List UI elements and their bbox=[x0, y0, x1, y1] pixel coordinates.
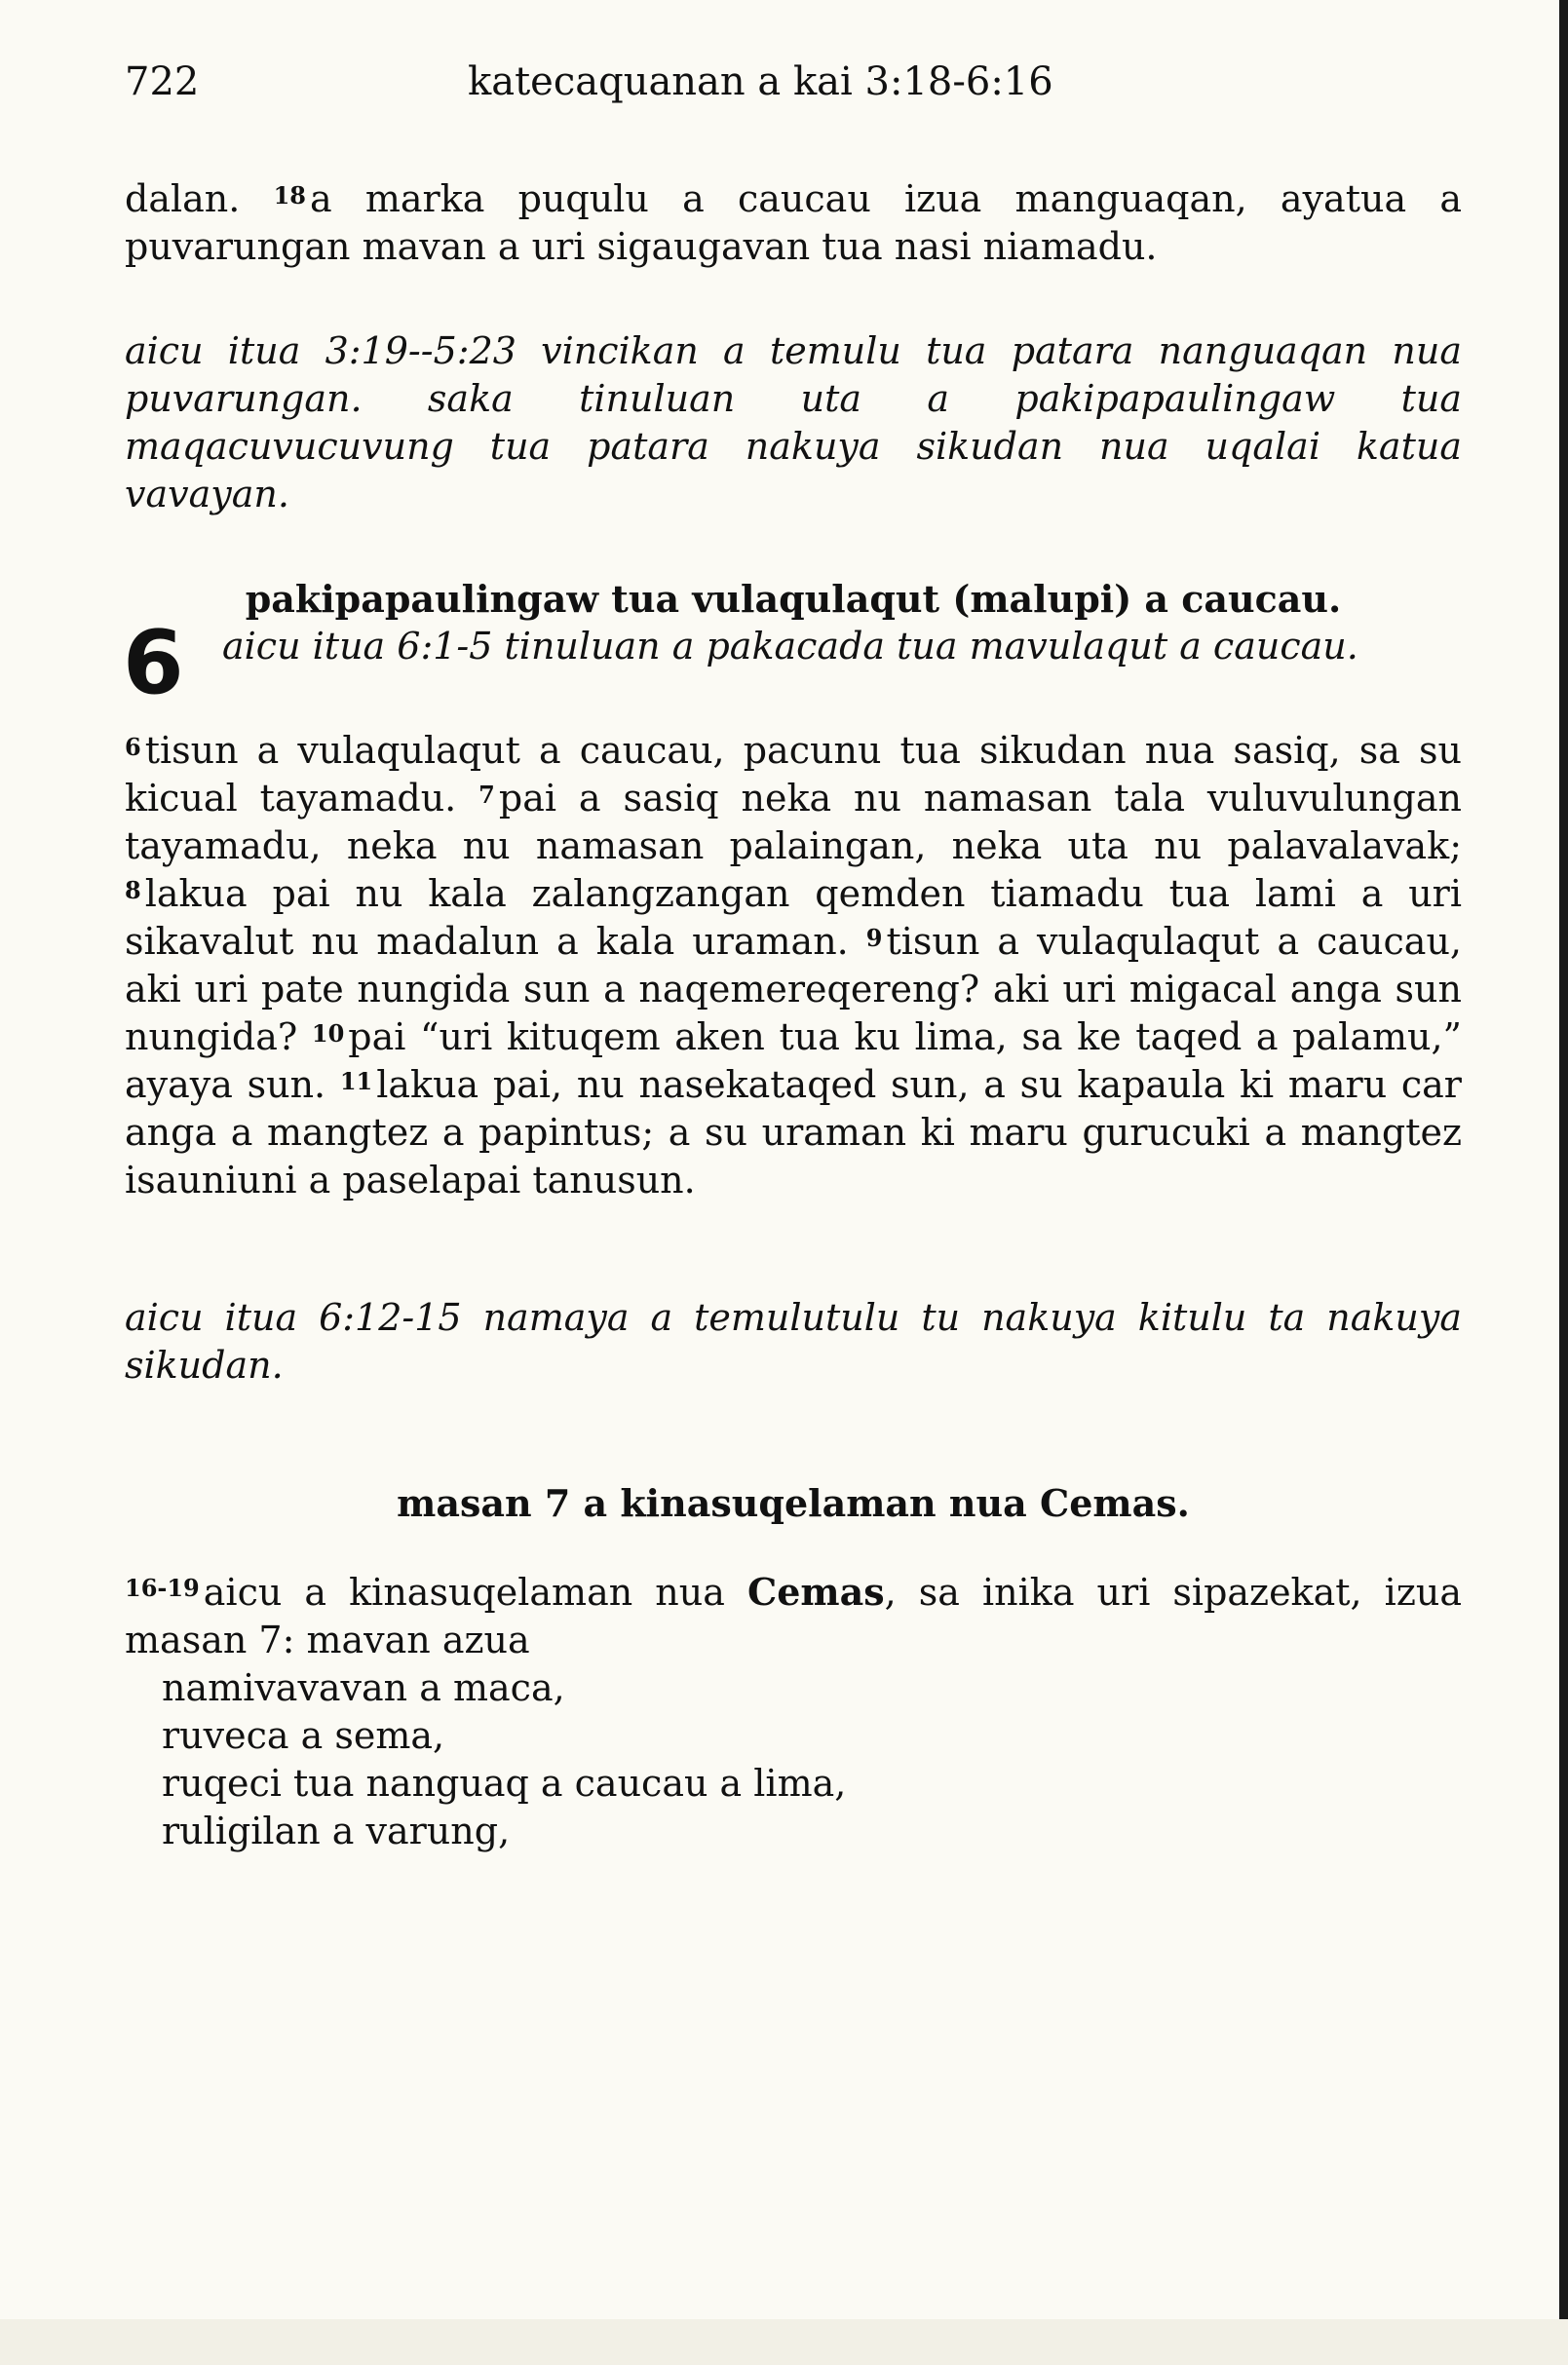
list-item: ruveca a sema, bbox=[162, 1714, 445, 1757]
page-edge-shadow bbox=[1559, 0, 1568, 2365]
verse-number: 7 bbox=[478, 781, 495, 809]
paragraph-verse-18 bbox=[125, 175, 1462, 271]
editorial-note: aicu itua 3:19--5:23 vincikan a temulu tua patara nanguaqan nua puvarungan. saka tinuluan uta a pakipapaulingaw tua maqacuvucuvung tua patara nakuya sikudan nua uqalai katua vavayan. bbox=[125, 329, 1462, 515]
verse-text: tisun a vulaqulaqut a caucau, aki uri pate nungida sun a naqemereqereng? aki uri migacal anga sun nungida? bbox=[125, 920, 1462, 1058]
verse-text: pai “uri kituqem aken tua ku lima, sa ke taqed a palamu,” ayaya sun. bbox=[125, 1015, 1462, 1106]
chapter-note: aicu itua 6:1-5 tinuluan a pakacada tua mavulaqut a caucau. bbox=[222, 625, 1358, 668]
verse-text: aicu a kinasuqelaman nua bbox=[203, 1571, 725, 1614]
list-item: namivavavan a maca, bbox=[162, 1666, 565, 1709]
chapter-number: 6 bbox=[123, 612, 184, 714]
verse-number: 6 bbox=[125, 733, 141, 761]
verse-number: 11 bbox=[339, 1067, 373, 1095]
list-item: ruligilan a varung, bbox=[162, 1810, 511, 1852]
verse-text: lakua pai, nu nasekataqed sun, a su kapaula ki maru car anga a mangtez a papintus; a su uraman ki maru gurucuki a mangtez isauniuni a paselapai tanusun. bbox=[125, 1063, 1462, 1202]
verse-number: 16-19 bbox=[125, 1574, 200, 1602]
editorial-note: aicu itua 6:12-15 namaya a temulutulu tu nakuya kitulu ta nakuya sikudan. bbox=[125, 1296, 1462, 1387]
list-item: ruqeci tua nanguaq a caucau a lima, bbox=[162, 1762, 847, 1805]
verse-number: 18 bbox=[273, 181, 306, 210]
paragraph-text: dalan. bbox=[125, 177, 241, 220]
verse-number: 10 bbox=[311, 1019, 345, 1048]
page-bottom-margin bbox=[0, 2319, 1568, 2365]
paragraph-verses-16-19 bbox=[125, 1568, 1462, 1664]
verse-number: 8 bbox=[125, 876, 141, 904]
paragraph-text: a marka puqulu a caucau izua manguaqan, ayatua a puvarungan mavan a uri sigaugavan tua nasi niamadu. bbox=[125, 177, 1462, 268]
list-block bbox=[125, 1664, 1462, 1855]
page-content bbox=[125, 58, 1462, 1855]
proper-name: Cemas bbox=[746, 1570, 885, 1614]
section-heading: pakipapaulingaw tua vulaqulaqut (malupi) a caucau. bbox=[245, 577, 1342, 621]
verse-text: pai a sasiq neka nu namasan tala vuluvulungan tayamadu, neka nu namasan palaingan, neka uta nu palavalavak; bbox=[125, 777, 1462, 867]
verse-text: lakua pai nu kala zalangzangan qemden tiamadu tua lami a uri sikavalut nu madalun a kala uraman. bbox=[125, 872, 1462, 963]
verse-text: tisun a vulaqulaqut a caucau, pacunu tua sikudan nua sasiq, sa su kicual tayamadu. bbox=[125, 729, 1462, 820]
running-header bbox=[125, 58, 1462, 117]
running-title: katecaquanan a kai 3:18-6:16 bbox=[468, 59, 1053, 104]
chapter-intro bbox=[123, 612, 1462, 714]
paragraph-verses-6-11 bbox=[125, 727, 1462, 1204]
section-heading: masan 7 a kinasuqelaman nua Cemas. bbox=[397, 1481, 1190, 1525]
verse-text: , sa inika uri sipazekat, izua masan 7: mavan azua bbox=[125, 1571, 1462, 1661]
verse-number: 9 bbox=[865, 924, 883, 952]
page-number: 722 bbox=[125, 59, 200, 104]
